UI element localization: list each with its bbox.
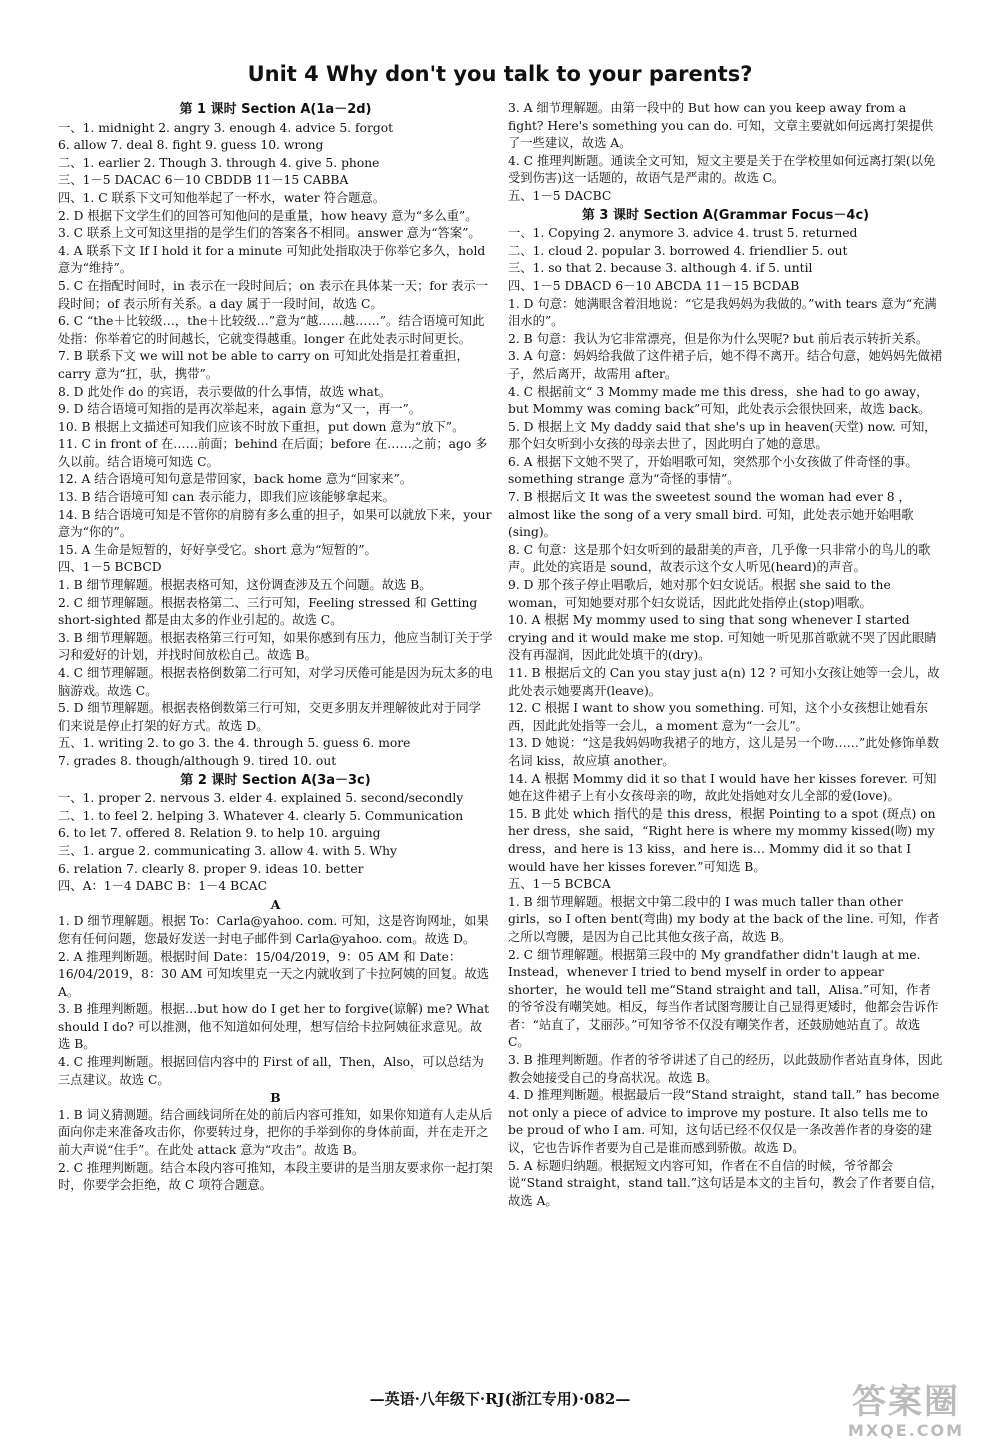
right-answer-line: 12. C 根据 I want to show you something. 可知，这个小女孩想让她看东西，因此此处指等一会儿，a moment 意为“一会儿”。 [508,701,929,733]
left-answer-line: 6. C “the＋比较级…，the＋比较级…”意为“越……越……”。结合语境可知此处指：你举着它的时间越长，它就变得越重。longer 在此处表示时间更长。 [58,314,485,346]
left-answer-line: 6. relation 7. clearly 8. proper 9. ideas 10. better [58,861,364,876]
right-answer-line: 3. B 推理判断题。作者的爷爷讲述了自己的经历，以此鼓励作者站直身体，因此教会她接受自己的身高状况。故选 B。 [508,1053,943,1085]
left-answer-line: 二、1. to feel 2. helping 3. Whatever 4. clearly 5. Communication [58,808,464,823]
right-answer-line: 3. A 句意：妈妈给我做了这件裙子后，她不得不离开。结合句意，她妈妈先做裙子，然后离开，故需用 after。 [508,349,943,381]
right-answer-line: 五、1－5 DACBC [508,188,612,203]
section-header: 第 1 课时 Section A(1a－2d) [179,102,372,117]
right-answer-line: 二、1. cloud 2. popular 3. borrowed 4. friendlier 5. out [508,243,848,258]
left-answer-line: 7. B 联系下文 we will not be able to carry on 可知此处指是扛着重担，carry 意为“扛，驮，携带”。 [58,349,469,381]
left-answer-line: 4. A 联系下文 If I hold it for a minute 可知此处指取决于你举它多久，hold 意为“维持”。 [58,243,486,276]
left-answer-line: 2. A 推理判断题。根据时间 Date：15/04/2019，9：05 AM 和 Date：16/04/2019，8：30 AM 可知埃里克一天之内就收到了卡拉阿姨的回复。故选 A。 [58,949,490,999]
right-answer-line: 15. B 此处 which 指代的是 this dress，根据 Pointing to a spot (斑点) on her dress，she said，“Right here is where my mommy kissed(吻) my dress，and here is 13 kiss，and here is… Mommy did it so that I would have her kisses forever.”可知选 B。 [508,806,936,874]
left-answer-line: 6. allow 7. deal 8. fight 9. guess 10. wrong [58,138,324,153]
right-answer-line: 三、1. so that 2. because 3. although 4. if 5. until [508,261,813,276]
left-answer-line: 四、1. C 联系下文可知他举起了一杯水，water 符合题意。 [58,190,386,205]
right-answer-line: 2. C 细节理解题。根据第三段中的 My grandfather didn't laugh at me. Instead，whenever I tried to bend myself in order to appear shorter，he would tell me“Stand straight and tall，Alisa.”可知，作者的爷爷没有嘲笑她。相反，每当作者试图弯腰让自己显得更矮时，他都会告诉作者：“站直了，艾丽莎。”可知爷爷不仅没有嘲笑作者，还鼓励她站直了。故选 C。 [508,947,939,1050]
right-answer-line: 11. B 根据后文的 Can you stay just a(n) 12 ? 可知小女孩让她等一会儿，故此处表示她要离开(leave)。 [508,666,940,698]
right-answer-line: 3. A 细节理解题。由第一段中的 But how can you keep away from a fight? Here's something you can do. 可知，文章主要就如何远离打架提供了一些建议，故选 A。 [508,101,934,151]
right-answer-line: 13. D 她说：“这是我妈妈吻我裙子的地方，这儿是另一个吻……”此处修饰单数名词 kiss，故应填 another。 [508,736,940,768]
left-answer-line: 2. C 推理判断题。结合本段内容可推知，本段主要讲的是当朋友要求你一起打架时，你要学会拒绝，故 C 项符合题意。 [58,1160,493,1193]
watermark-text: 答案圈 [852,1382,960,1422]
page-title: Unit 4 Why don't you talk to your parents? [247,62,753,86]
passage-label: A [270,896,281,912]
left-answer-line: 三、1－5 DACAC 6－10 CBDDB 11－15 CABBA [58,173,349,188]
left-answer-line: 5. D 细节理解题。根据表格倒数第三行可知，交更多朋友并理解彼此对于同学们来说是停止打架的好方式。故选 D。 [58,701,481,733]
section-header: 第 3 课时 Section A(Grammar Focus－4c) [581,207,870,223]
right-answer-line: 5. D 根据上文 My daddy said that she's up in heaven(天堂) now. 可知，那个妇女听到小女孩的母亲去世了，因此明白了她的意思。 [508,419,937,452]
right-answer-line: 8. C 句意：这是那个妇女听到的最甜美的声音，几乎像一只非常小的鸟儿的歌声。此处的宾语是 sound，故表示这个女人听见(heard)的声音。 [508,542,931,575]
left-answer-line: 四、1－5 BCBCD [58,560,162,575]
left-answer-line: 4. C 推理判断题。根据回信内容中的 First of all，Then，Also，可以总结为三点建议。故选 C。 [58,1055,484,1087]
right-answer-line: 6. A 根据下文她不哭了，开始唱歌可知，突然那个小女孩做了件奇怪的事。something strange 意为“奇怪的事情”。 [508,454,918,487]
left-answer-line: 5. C 在指配时间时，in 表示在一段时间后；on 表示在具体某一天；for 表示一段时间；of 表示所有关系。a day 属于一段时间，故选 C。 [58,278,489,311]
section-header: 第 2 课时 Section A(3a－3c) [180,772,371,788]
left-answer-line: 一、1. midnight 2. angry 3. enough 4. advice 5. forgot [58,120,394,135]
right-answer-line: 4. C 推理判断题。通读全文可知，短文主要是关于在学校里如何远离打架(以免受到伤害)这一话题的，故语气是严肃的。故选 C。 [508,153,936,186]
right-answer-line: 5. A 标题归纳题。根据短文内容可知，作者在不自信的时候，爷爷都会说“Stand straight，stand tall.”这句话是本文的主旨句，教会了作者要自信，故选 A。 [508,1158,943,1208]
right-answer-line: 2. B 句意：我认为它非常漂亮，但是你为什么哭呢? but 前后表示转折关系。 [508,331,929,346]
right-answer-line: 4. C 根据前文“ 3 Mommy made me this dress，she had to go away，but Mommy was coming back”可知，此处表示会很快回来，故选 back。 [508,384,931,417]
left-answer-line: 2. D 根据下文学生们的回答可知他问的是重量，how heavy 意为“多么重”。 [58,208,478,223]
right-answer-line: 1. D 句意：她满眼含着泪地说：“它是我妈妈为我做的。”with tears 意为“充满泪水的”。 [508,296,937,329]
left-answer-line: 一、1. proper 2. nervous 3. elder 4. explained 5. second/secondly [58,791,464,806]
left-answer-line: 10. B 根据上文描述可知我们应该不时放下重担，put down 意为“放下”。 [58,419,465,434]
left-answer-line: 三、1. argue 2. communicating 3. allow 4. with 5. Why [58,843,397,858]
watermark-url: MXQE.COM [847,1421,965,1440]
right-answer-line: 7. B 根据后文 It was the sweetest sound the woman had ever 8 ，almost like the song of a very small bird. 可知，此处表示她开始唱歌(sing)。 [508,490,914,540]
left-answer-line: 3. B 细节理解题。根据表格第三行可知，如果你感到有压力，他应当制订关于学习和爱好的计划，并找时间放松自己。故选 B。 [58,630,493,663]
right-answer-line: 4. D 推理判断题。根据最后一段“Stand straight，stand tall.” has become not only a piece of advice to improve my posture. It also tells me to be proud of who I am. 可知，这句话已经不仅仅是一条改善作者的身姿的建议，它也告诉作者要为自己是谁而感到骄傲。故选 D。 [508,1088,940,1156]
left-answer-line: 四、A：1－4 DABC B：1－4 BCAC [58,879,268,894]
right-answer-line: 四、1－5 DBACD 6－10 ABCDA 11－15 BCDAB [508,278,800,293]
right-column [508,100,943,1210]
right-answer-line: 10. A 根据 My mommy used to sing that song whenever I started crying and it would make me stop. 可知她一听见那首歌就不哭了因此眼睛没有再湿润，因此此处填干的(dry)。 [508,613,937,663]
left-answer-line: 二、1. earlier 2. Though 3. through 4. give 5. phone [58,155,380,170]
left-answer-line: 8. D 此处作 do 的宾语，表示要做的什么事情，故选 what。 [58,384,392,399]
right-answer-line: 1. B 细节理解题。根据文中第二段中的 I was much taller than other girls，so I often bent(弯曲) my body at the back of the line. 可知，作者之所以弯腰，是因为自己比其他女孩子高，故选 B。 [508,894,940,944]
right-answer-line: 9. D 那个孩子停止唱歌后，她对那个妇女说话。根据 she said to the woman，可知她要对那个妇女说话，因此此处指停止(stop)唱歌。 [508,578,891,610]
left-answer-line: 3. C 联系上文可知这里指的是学生们的答案各不相同。answer 意为“答案”。 [58,226,481,241]
left-answer-line: 7. grades 8. though/although 9. tired 10. out [58,753,337,768]
left-answer-line: 1. B 词义猜测题。结合画线词所在处的前后内容可推知，如果你知道有人走从后面向你走来准备攻击你，你要转过身，把你的手举到你的身体前面，并在走开之前大声说“住手”。在此处 attack 意为“攻击”。故选 B。 [58,1107,493,1158]
left-answer-line: 6. to let 7. offered 8. Relation 9. to help 10. arguing [58,826,381,841]
right-answer-line: 五、1－5 BCBCA [508,877,611,892]
left-answer-line: 五、1. writing 2. to go 3. the 4. through 5. guess 6. more [58,736,411,751]
right-answer-line: 一、1. Copying 2. anymore 3. advice 4. trust 5. returned [508,226,858,241]
left-answer-line: 11. C in front of 在……前面；behind 在后面；before 在……之前；ago 多久以前。结合语境可知选 C。 [58,437,488,469]
passage-label: B [270,1090,281,1106]
left-answer-line: 4. C 细节理解题。根据表格倒数第二行可知，对学习厌倦可能是因为玩太多的电脑游戏。故选 C。 [58,666,493,698]
left-answer-line: 14. B 结合语境可知是不管你的肩膀有多么重的担子，如果可以就放下来，your 意为“你的”。 [58,507,492,540]
left-answer-line: 3. B 推理判断题。根据…but how do I get her to forgive(谅解) me? What should I do? 可以推测，他不知道如何处理，想写信给卡拉阿姨征求意见。故选 B。 [58,1002,490,1052]
left-answer-line: 1. D 细节理解题。根据 To：Carla@yahoo. com. 可知，这是咨询网址，如果您有任何问题，您最好发送一封电子邮件到 Carla@yahoo. com。故选 D。 [58,914,489,946]
left-answer-line: 15. A 生命是短暂的，好好享受它。short 意为“短暂的”。 [58,542,377,557]
left-column [58,100,493,1195]
left-answer-line: 13. B 结合语境可知 can 表示能力，即我们应该能够拿起来。 [58,490,395,505]
left-answer-line: 12. A 结合语境可知句意是带回家，back home 意为“回家来”。 [58,472,413,487]
left-answer-line: 2. C 细节理解题。根据表格第二、三行可知，Feeling stressed 和 Getting short-sighted 都是由太多的作业引起的。故选 C。 [58,595,478,628]
right-answer-line: 14. A 根据 Mommy did it so that I would have her kisses forever. 可知她在这件裙子上有小女孩母亲的吻，故此处指她对女儿全部的爱(love)。 [508,771,937,804]
page-footer: —英语·八年级下·RJ(浙江专用)·082— [369,1390,631,1408]
watermark-logo [826,1382,986,1444]
left-answer-line: 9. D 结合语境可知指的是再次举起来，again 意为“又一，再一”。 [58,402,422,417]
left-answer-line: 1. B 细节理解题。根据表格可知，这份调查涉及五个问题。故选 B。 [58,578,432,593]
